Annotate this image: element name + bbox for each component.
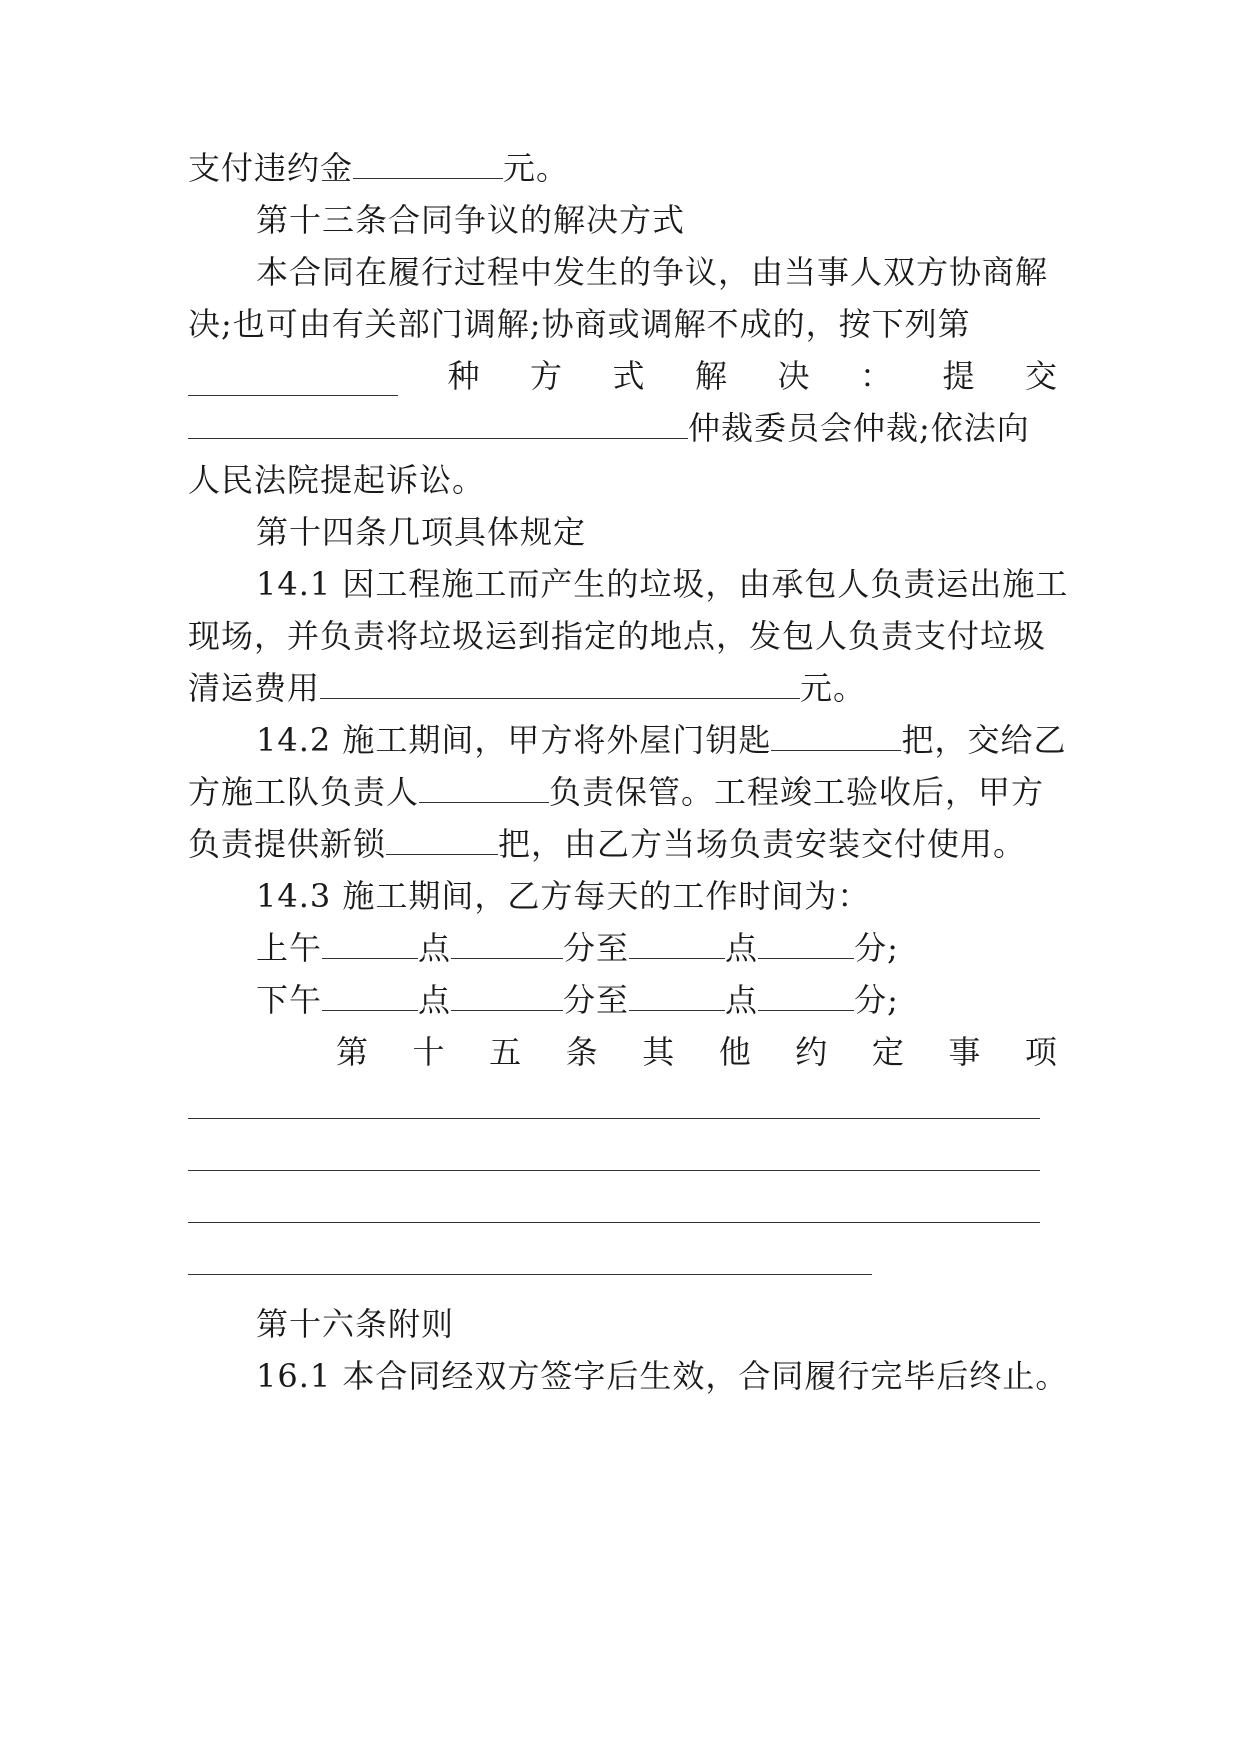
char: 项 (1024, 1033, 1058, 1071)
article-13-title: 第十三条合同争议的解决方式 (256, 201, 686, 239)
work-time-morning (256, 928, 1058, 968)
text: 分; (854, 929, 899, 967)
char: 定 (871, 1033, 905, 1071)
blank-am-start-minute[interactable] (451, 928, 563, 959)
char: 约 (795, 1033, 829, 1071)
char: 第 (336, 1033, 370, 1071)
text: 负责保管。工程竣工验收后，甲方 (549, 773, 1045, 811)
char: 条 (565, 1033, 599, 1071)
blank-pm-start-hour[interactable] (322, 980, 418, 1011)
text: 把，交给乙 (901, 721, 1067, 759)
blank-key-count[interactable] (771, 720, 901, 751)
text: 上午 (256, 929, 323, 967)
article-14-2-line-3 (188, 824, 1058, 864)
article-14-1-line-1: 14.1 因工程施工而产生的垃圾，由承包人负责运出施工 (256, 565, 1069, 603)
blank-arbitration-committee[interactable] (188, 408, 688, 439)
work-time-afternoon (256, 980, 1058, 1020)
article-13-para-4 (188, 408, 1058, 448)
article-14-3-line-1: 14.3 施工期间，乙方每天的工作时间为： (256, 877, 871, 915)
text: 支付违约金 (188, 149, 354, 187)
text: 点 (418, 929, 452, 967)
text: 方施工队负责人 (188, 773, 420, 811)
article-15-title (336, 1032, 1058, 1072)
blank-other-terms-line-3[interactable] (188, 1222, 1040, 1223)
text: 分; (854, 981, 899, 1019)
text: 14.2 施工期间，甲方将外屋门钥匙 (256, 721, 772, 759)
char: 式 (612, 357, 646, 395)
blank-other-terms-line-4[interactable] (188, 1274, 872, 1275)
text: 点 (725, 929, 759, 967)
blank-resolution-method[interactable] (188, 365, 398, 396)
blank-pm-end-hour[interactable] (629, 980, 725, 1011)
text: 仲裁委员会仲裁;依法向 (688, 409, 1030, 447)
blank-other-terms-line-2[interactable] (188, 1170, 1040, 1171)
char: 方 (529, 357, 563, 395)
blank-team-leader[interactable] (419, 772, 549, 803)
text: 负责提供新锁 (188, 825, 387, 863)
article-13-para-5: 人民法院提起诉讼。 (188, 461, 486, 499)
char: 他 (718, 1033, 752, 1071)
char: 五 (489, 1033, 523, 1071)
line-penalty (188, 148, 1058, 188)
blank-am-end-hour[interactable] (629, 928, 725, 959)
article-16-1: 16.1 本合同经双方签字后生效，合同履行完毕后终止。 (256, 1357, 1069, 1395)
char: 事 (948, 1033, 982, 1071)
text: 下午 (256, 981, 323, 1019)
text: 把，由乙方当场负责安装交付使用。 (498, 825, 1027, 863)
char: 提 (942, 357, 976, 395)
text: 分至 (563, 981, 630, 1019)
blank-other-terms-line-1[interactable] (188, 1118, 1040, 1119)
char: 解 (694, 357, 728, 395)
blank-pm-start-minute[interactable] (451, 980, 563, 1011)
char: ： (859, 357, 893, 395)
char: 交 (1024, 357, 1058, 395)
article-16-title: 第十六条附则 (256, 1305, 455, 1343)
text: 元。 (503, 149, 570, 187)
article-13-para-3 (188, 356, 1058, 396)
text: 分至 (563, 929, 630, 967)
blank-cleanup-fee[interactable] (320, 668, 800, 699)
article-13-para-1: 本合同在履行过程中发生的争议，由当事人双方协商解 (256, 253, 1049, 291)
article-14-1-line-2: 现场，并负责将垃圾运到指定的地点，发包人负责支付垃圾 (188, 617, 1047, 655)
char: 十 (412, 1033, 446, 1071)
article-14-2-line-2 (188, 772, 1058, 812)
article-14-1-line-3 (188, 668, 1058, 708)
text: 点 (418, 981, 452, 1019)
article-14-title: 第十四条几项具体规定 (256, 513, 587, 551)
blank-penalty-amount[interactable] (353, 148, 503, 179)
text: 元。 (800, 669, 867, 707)
blank-lock-count[interactable] (386, 824, 498, 855)
article-14-2-line-1 (256, 720, 1067, 760)
blank-am-start-hour[interactable] (322, 928, 418, 959)
char: 决 (777, 357, 811, 395)
char: 其 (642, 1033, 676, 1071)
blank-am-end-minute[interactable] (758, 928, 854, 959)
text: 点 (725, 981, 759, 1019)
blank-pm-end-minute[interactable] (758, 980, 854, 1011)
text: 清运费用 (188, 669, 321, 707)
article-13-para-2: 决;也可由有关部门调解;协商或调解不成的，按下列第 (188, 305, 971, 343)
char: 种 (447, 357, 481, 395)
